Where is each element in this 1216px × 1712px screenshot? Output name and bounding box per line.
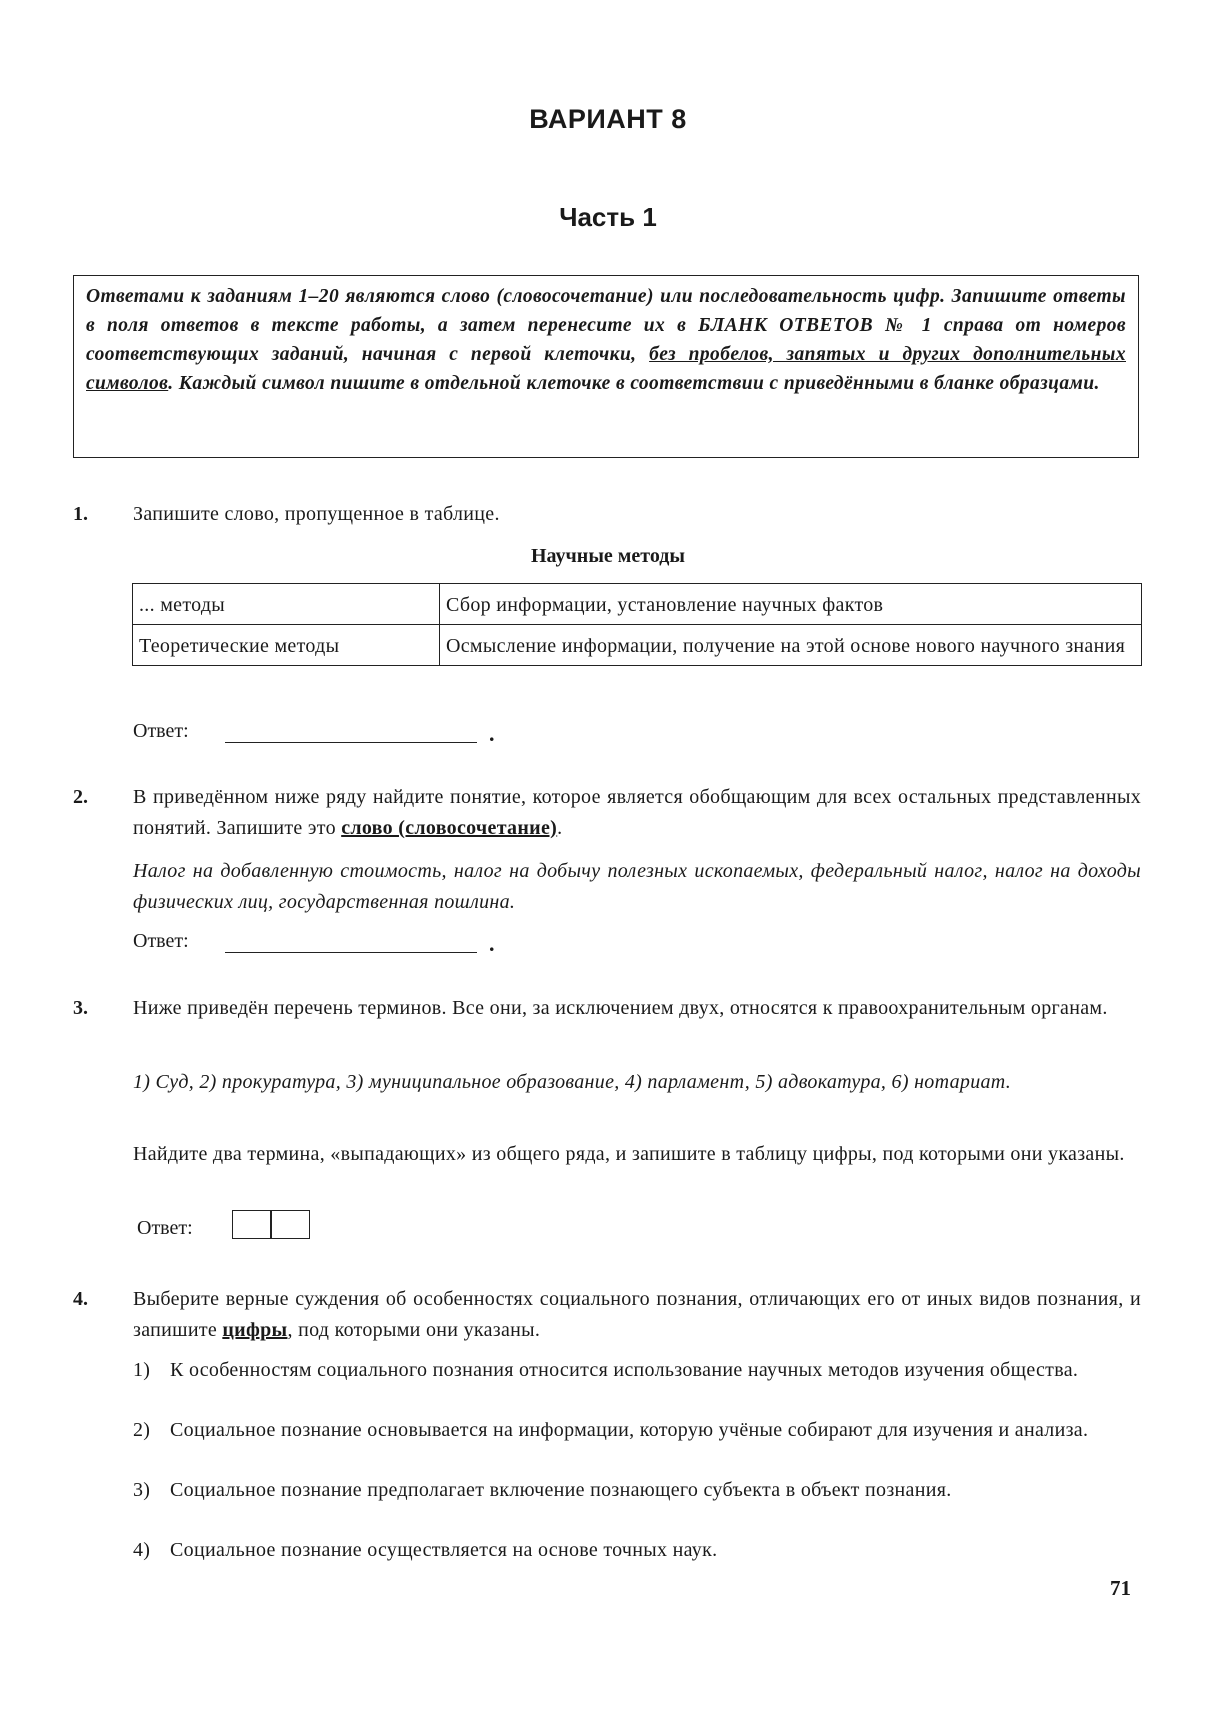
- task-prompt: [133, 1284, 1141, 1346]
- instructions-text-end: . Каждый символ пишите в отдельной клеточке в соответствии с приведёнными в бланке образцами.: [168, 373, 1100, 394]
- table-cell: ... методы: [133, 584, 440, 625]
- option-item: [133, 1475, 1141, 1506]
- option-number: 4): [133, 1539, 151, 1561]
- task-prompt: Запишите слово, пропущенное в таблице.: [133, 503, 500, 525]
- table-row: [133, 625, 1142, 666]
- part-title: Часть 1: [559, 202, 657, 232]
- prompt-text: В приведённом ниже ряду найдите понятие, которое является обобщающим для всех остальных представленных понятий. Запишите это: [133, 786, 1141, 839]
- task-number: 4.: [73, 1288, 88, 1310]
- prompt-end: , под которыми они указаны.: [287, 1319, 541, 1341]
- answer-label: Ответ:: [137, 1217, 193, 1239]
- task-number: 2.: [73, 786, 88, 808]
- answer-label: Ответ:: [133, 720, 189, 742]
- instructions-text: Ответами к заданиям 1–20 являются слово (словосочетание) или последовательность цифр. Запишите ответы в поля ответов в тексте работы, а затем перенесите их в БЛАНК ОТВЕТОВ № 1 справа от номеров соответствующих заданий, начиная с первой клеточки,: [86, 286, 1126, 365]
- prompt-end: .: [557, 817, 563, 839]
- methods-table: [132, 583, 1142, 666]
- option-number: 3): [133, 1479, 151, 1501]
- option-number: 1): [133, 1359, 151, 1381]
- answer-cell[interactable]: [232, 1210, 272, 1239]
- prompt-text: Выберите верные суждения об особенностях социального познания, отличающих его от иных видов познания, и запишите: [133, 1288, 1141, 1341]
- answer-line-input[interactable]: [225, 952, 477, 953]
- option-text: Социальное познание основывается на информации, которую учёные собирают для изучения и анализа.: [170, 1419, 1089, 1441]
- task-prompt: [133, 782, 1141, 844]
- option-number: 2): [133, 1419, 151, 1441]
- answer-dot: .: [489, 931, 495, 956]
- table-cell: Сбор информации, установление научных фактов: [440, 584, 1142, 625]
- option-item: [133, 1355, 1141, 1386]
- table-title: Научные методы: [530, 545, 686, 567]
- task-number: 3.: [73, 997, 88, 1019]
- option-text: К особенностям социального познания относится использование научных методов изучения общества.: [170, 1359, 1079, 1381]
- table-row: [133, 584, 1142, 625]
- task-items: Налог на добавленную стоимость, налог на добычу полезных ископаемых, федеральный налог, налог на доходы физических лиц, государственная пошлина.: [133, 860, 1141, 913]
- task-items: 1) Суд, 2) прокуратура, 3) муниципальное образование, 4) парламент, 5) адвокатура, 6) нотариат.: [133, 1071, 1012, 1093]
- page-number: 71: [1110, 1576, 1131, 1600]
- variant-title: ВАРИАНТ 8: [529, 104, 687, 134]
- task-prompt: Ниже приведён перечень терминов. Все они, за исключением двух, относятся к правоохранительным органам.: [133, 997, 1108, 1019]
- answer-line-input[interactable]: [225, 742, 477, 743]
- table-cell: Осмысление информации, получение на этой основе нового научного знания: [440, 625, 1142, 666]
- option-text: Социальное познание предполагает включение познающего субъекта в объект познания.: [170, 1479, 952, 1501]
- answer-label: Ответ:: [133, 930, 189, 952]
- option-item: [133, 1415, 1141, 1446]
- answer-dot: .: [489, 721, 495, 746]
- prompt-underlined: слово (словосочетание): [341, 817, 558, 839]
- table-cell: Теоретические методы: [133, 625, 440, 666]
- instructions-box: [73, 275, 1139, 458]
- task-number: 1.: [73, 503, 88, 525]
- task-instruction: Найдите два термина, «выпадающих» из общего ряда, и запишите в таблицу цифры, под которыми они указаны.: [133, 1143, 1125, 1165]
- instructions-underlined: без пробелов, запятых и других дополнительных символов: [86, 344, 1126, 394]
- option-item: [133, 1535, 1141, 1566]
- prompt-underlined: цифры: [222, 1319, 288, 1341]
- answer-cell[interactable]: [270, 1210, 310, 1239]
- option-text: Социальное познание осуществляется на основе точных наук.: [170, 1539, 718, 1561]
